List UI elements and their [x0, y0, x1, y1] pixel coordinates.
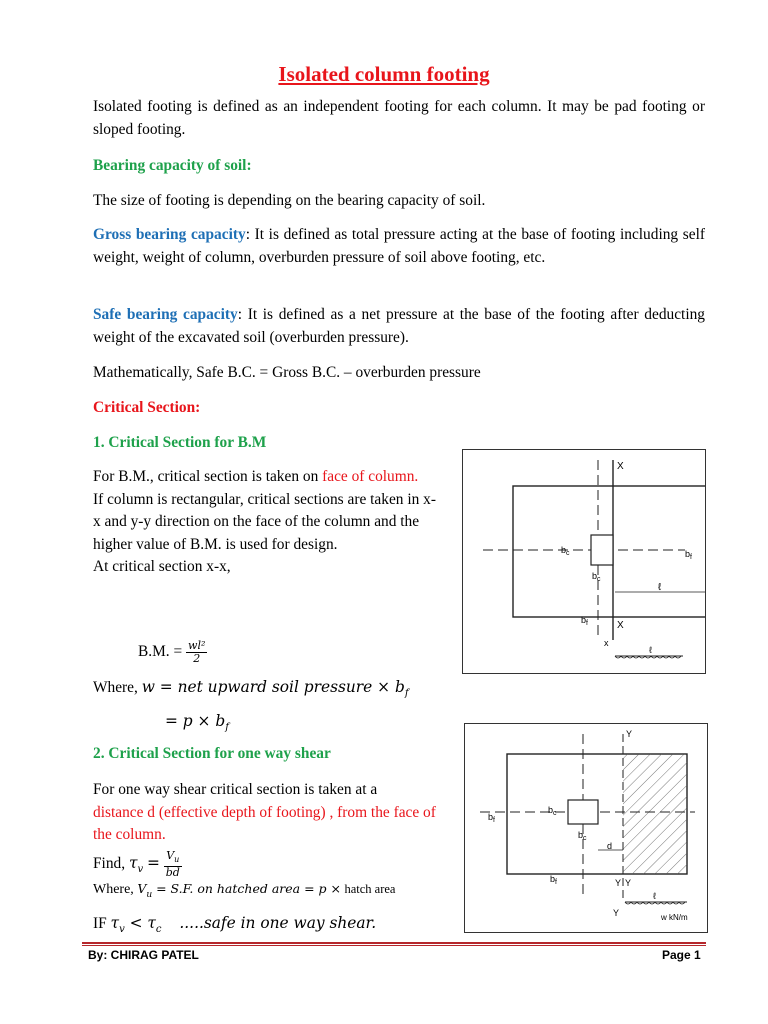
bm-where-line: [93, 676, 453, 706]
figure-shear: [464, 723, 708, 933]
shear-if-tail: .....safe in one way shear.: [179, 914, 377, 932]
fig2-bc-v: $b_c$: [578, 830, 587, 842]
fig1-l: ℓ: [658, 582, 662, 593]
figure-shear-diagram: [465, 724, 707, 932]
bm-eq2: = p × b: [165, 712, 226, 730]
gross-term: Gross bearing capacity: [93, 226, 246, 243]
fig1-x-small: x: [604, 638, 609, 648]
fig1-l2: ℓ: [649, 645, 652, 655]
bm-line2: If column is rectangular, critical sections are taken in x-x and y-y direction on the face of the column and the higher value of B.M. is used for design.: [93, 490, 436, 553]
shear-find-lhs: τ: [128, 854, 138, 873]
shear-find-line: Find, $\tau_v$ = $\frac{V_u}{bd}$: [93, 849, 180, 880]
safe-term: Safe bearing capacity: [93, 306, 238, 323]
bm-eq2-sub: f: [225, 722, 229, 734]
fig1-bf-h: $b_f$: [685, 549, 692, 561]
fig1-x-bottom: X: [617, 620, 624, 631]
shear-find-lhs-sub: v: [137, 864, 144, 876]
fig1-bc-h: $b_c$: [561, 545, 570, 557]
bm-eq2-line: [165, 710, 365, 740]
fig2-bf-v: $b_f$: [550, 874, 557, 886]
critical-heading: Critical Section:: [93, 399, 201, 416]
bm-line1-red: face of column.: [322, 468, 419, 485]
footer-rule-thin: [82, 945, 706, 946]
bm-num: wl²: [188, 639, 206, 652]
shear-if-lt: <: [124, 914, 148, 932]
shear-where-expr: = S.F. on hatched area = p ×: [152, 881, 341, 896]
shear-if-b: τ: [147, 914, 156, 932]
shear-paragraph: [93, 779, 443, 847]
fig2-bc-h: $b_c$: [548, 805, 557, 817]
column-rectangle: [591, 535, 613, 565]
fig2-d: d: [607, 841, 613, 851]
shear-heading: 2. Critical Section for one way shear: [93, 745, 331, 762]
fig2-y-top: Y: [626, 729, 633, 739]
footer-page-number: Page 1: [662, 948, 701, 962]
footer-author: By: CHIRAG PATEL: [88, 948, 199, 962]
shear-if-b-sub: c: [155, 924, 162, 936]
footer-rule-thick: [82, 942, 706, 944]
shear-where-label: Where,: [93, 882, 134, 897]
fig1-bf-v: $b_f$: [581, 615, 588, 627]
page-title: Isolated column footing: [278, 62, 490, 86]
fig1-bc-v: $b_c$: [592, 571, 601, 583]
shear-if-line: [93, 912, 453, 942]
bm-label: B.M. =: [138, 643, 183, 661]
shear-where-v: V: [137, 881, 147, 896]
shear-if-a: τ: [110, 914, 120, 932]
column-rectangle-2: [568, 800, 598, 824]
shear-num-sub: u: [174, 855, 180, 865]
hatched-area: [623, 754, 687, 874]
bm-fraction: [186, 640, 207, 665]
shear-find-label: Find,: [93, 855, 126, 873]
safe-text: : It is defined as a net pressure at the base of the footing after deducting weight of the excavated soil (overburden pressure).: [93, 306, 705, 346]
fig2-l: ℓ: [653, 891, 656, 901]
fig1-x-top: X: [617, 461, 624, 472]
shear-den: bd: [165, 866, 180, 880]
shear-line1: For one way shear critical section is taken at a: [93, 781, 378, 798]
gross-text: : It is defined as total pressure acting at the base of footing including self weight, weight of column, overburden pressure of soil above footing, etc.: [93, 226, 705, 266]
intro-paragraph: Isolated footing is defined as an independent footing for each column. It may be pad footing or sloped footing.: [93, 98, 705, 138]
figure-bm-diagram: [463, 450, 705, 673]
shear-where-line: [93, 878, 473, 906]
bm-formula: [138, 640, 338, 665]
bm-where-label: Where,: [93, 679, 138, 696]
bm-line1-pre: For B.M., critical section is taken on: [93, 468, 323, 485]
bm-paragraph: [93, 466, 443, 579]
shear-if-a-sub: v: [119, 924, 125, 936]
bm-line3: At critical section x-x,: [93, 558, 231, 575]
bearing-heading: Bearing capacity of soil:: [93, 157, 252, 174]
shear-fraction: [164, 850, 182, 879]
shear-num: V: [166, 849, 175, 862]
fig2-bf-h: $b_f$: [488, 812, 495, 824]
fig2-y-bottom: Y: [613, 908, 620, 918]
bm-den: 2: [193, 652, 201, 665]
fig2-load: w kN/m: [661, 913, 688, 922]
safe-paragraph: [93, 304, 705, 349]
shear-line1-red: distance d (effective depth of footing) , from the face of the column.: [93, 803, 436, 843]
figure-bm: [462, 449, 706, 674]
shear-where-tail: hatch area: [344, 882, 396, 896]
bm-heading: 1. Critical Section for B.M: [93, 434, 267, 451]
bm-where-sub: f: [404, 688, 409, 700]
fig2-y-mid: Y: [615, 878, 622, 888]
gross-paragraph: [93, 224, 705, 269]
bearing-text: The size of footing is depending on the bearing capacity of soil.: [93, 192, 486, 209]
fig2-y-mid2: Y: [625, 878, 632, 888]
shear-where-v-sub: u: [146, 889, 153, 900]
bm-where-expr: w = net upward soil pressure × b: [141, 678, 405, 696]
mathematically-line: Mathematically, Safe B.C. = Gross B.C. – overburden pressure: [93, 364, 481, 381]
shear-if-label: IF: [93, 915, 107, 932]
